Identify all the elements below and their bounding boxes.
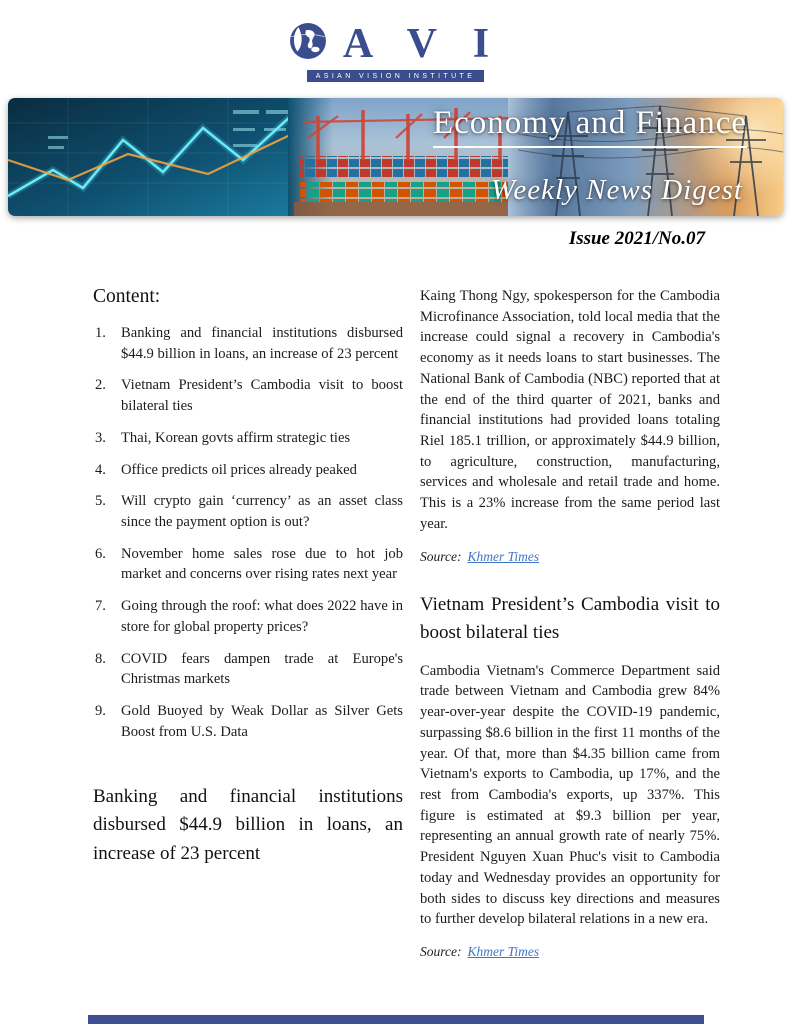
toc-item: Gold Buoyed by Weak Dollar as Silver Gets Boost from U.S. Data bbox=[121, 703, 403, 740]
avi-logo bbox=[0, 0, 791, 83]
issue-number: Issue 2021/No.07 bbox=[568, 228, 705, 249]
article-title-vietnam: Vietnam President’s Cambodia visit to boost bilateral ties bbox=[420, 593, 720, 644]
toc-item: COVID fears dampen trade at Europe's Christmas markets bbox=[121, 650, 403, 688]
article-title-banking: Banking and financial institutions disbursed $44.9 billion in loans, an increase of 23 percent bbox=[93, 785, 403, 864]
footer-accent-bar bbox=[88, 1015, 704, 1024]
toc-item: Will crypto gain ‘currency’ as an asset class since the payment option is out? bbox=[121, 493, 403, 531]
source-label: Source: bbox=[420, 548, 462, 564]
banner-title: Economy and Finance bbox=[433, 105, 747, 148]
source-link-khmer-times[interactable]: Khmer Times bbox=[467, 548, 540, 564]
content-heading: Content: bbox=[93, 286, 161, 307]
toc-item: November home sales rose due to hot job market and concerns over rising rates next year bbox=[121, 545, 403, 583]
banner-subtitle: Weekly News Digest bbox=[490, 174, 743, 206]
toc-item: Office predicts oil prices already peaked bbox=[121, 461, 357, 478]
logo-tagline: ASIAN VISION INSTITUTE bbox=[307, 70, 485, 82]
source-link-khmer-times[interactable]: Khmer Times bbox=[467, 943, 540, 959]
toc-item: Vietnam President’s Cambodia visit to boost bilateral ties bbox=[121, 377, 403, 415]
right-column bbox=[420, 286, 720, 960]
body-columns bbox=[0, 286, 791, 960]
article-body-banking: Kaing Thong Ngy, spokesperson for the Cambodia Microfinance Association, told local media that the increase could signal a recovery in Cambodia's economy as it needs loans to start businesses. The National Bank of Cambodia (NBC) reported that at the end of the third quarter of 2021, banks and financial institutions had provided loans totaling Riel 185.1 trillion, or approximately $44.9 billion, to agriculture, construction, manufacturing, services and wholesale and retail trade and home. This is a 23% increase from the same period last year. bbox=[420, 288, 720, 532]
left-column bbox=[93, 286, 403, 960]
logo-acronym: A V I bbox=[342, 20, 503, 67]
toc-item: Banking and financial institutions disbursed $44.9 billion in loans, an increase of 23 percent bbox=[121, 325, 403, 362]
source-label: Source: bbox=[420, 943, 462, 959]
table-of-contents bbox=[93, 323, 403, 743]
banner bbox=[8, 98, 783, 216]
article-body-vietnam: Cambodia Vietnam's Commerce Department said trade between Vietnam and Cambodia grew 84% year-over-year despite the COVID-19 pandemic, surpassing $8.6 billion in the first 11 months of the year. Of that, more than $4.35 billion came from Vietnam's exports to Cambodia, up 17%, and the rest from Cambodia's exports, up 337%. This figure is estimated at $9.3 billion per year, representing an annual growth rate of nearly 75%. President Nguyen Xuan Phuc's visit to Cambodia today and Wednesday provides an opportunity for both sides to discuss key directions and measures to further develop bilateral relations in a new era. bbox=[420, 662, 720, 928]
source-line bbox=[420, 549, 720, 565]
source-line bbox=[420, 944, 720, 960]
toc-item: Going through the roof: what does 2022 have in store for global property prices? bbox=[121, 598, 403, 635]
globe-icon bbox=[289, 22, 327, 65]
toc-item: Thai, Korean govts affirm strategic ties bbox=[121, 429, 351, 446]
